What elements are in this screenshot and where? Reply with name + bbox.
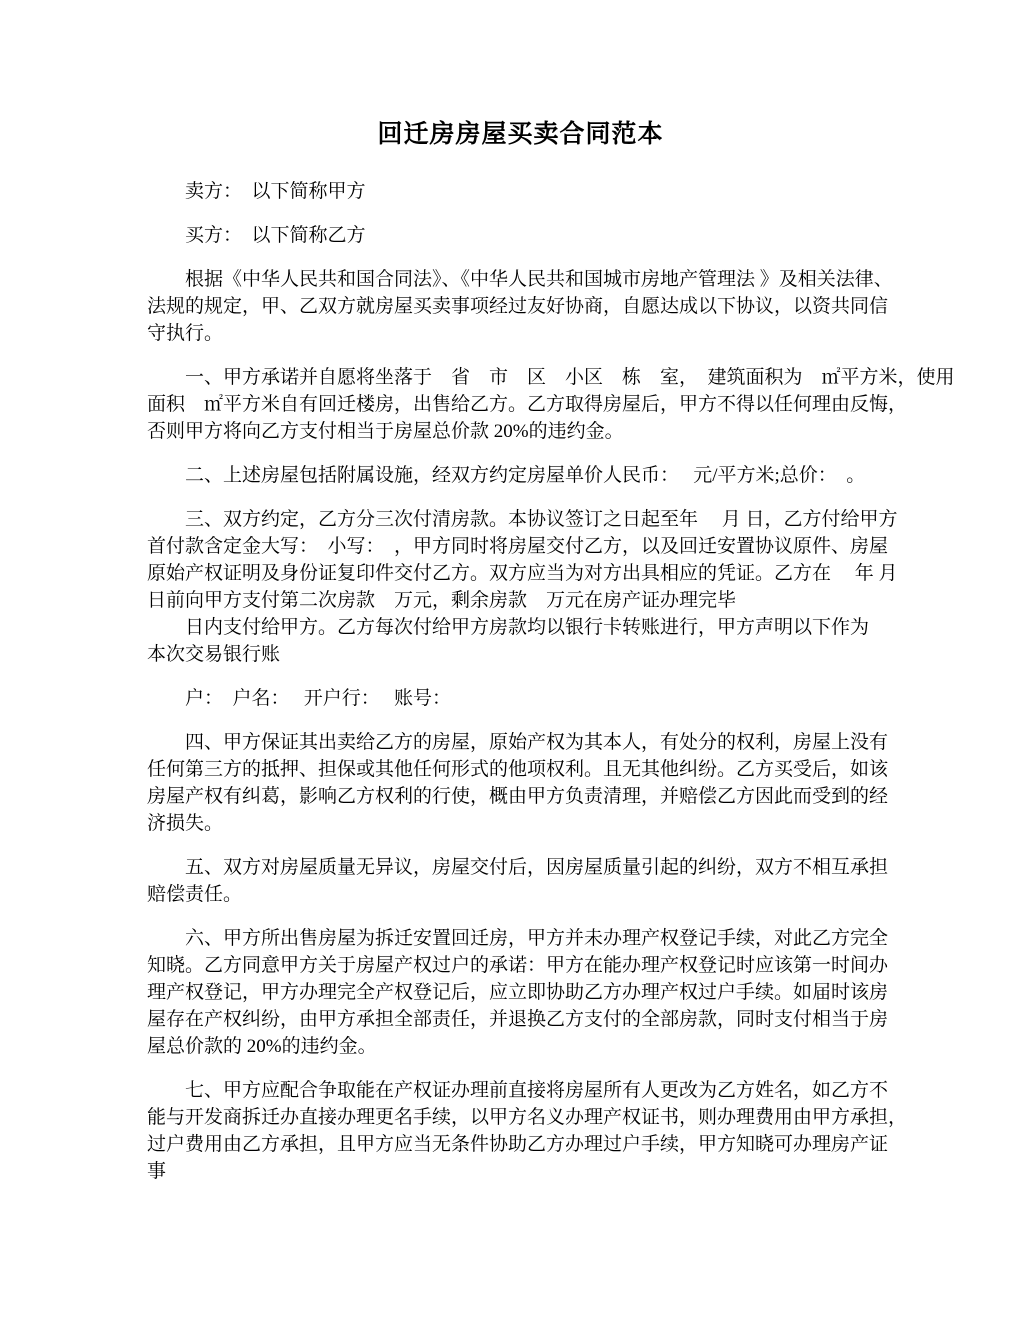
text-line: 日内支付给甲方。乙方每次付给甲方房款均以银行卡转账进行，甲方声明以下作为: [147, 617, 870, 638]
clause-6-paragraph: [147, 925, 894, 1060]
text-line: 面积 ㎡平方米自有回迁楼房，出售给乙方。乙方取得房屋后，甲方不得以任何理由反悔，: [147, 394, 908, 415]
text-line: 日前向甲方支付第二次房款 万元，剩余房款 万元在房产证办理完毕: [147, 590, 737, 611]
preamble-paragraph: [147, 266, 894, 347]
text-line: 屋存在产权纠纷，由甲方承担全部责任，并退换乙方支付的全部房款，同时支付相当于房: [147, 1009, 889, 1030]
text-line: 三、双方约定，乙方分三次付清房款。本协议签订之日起至年 月 日，乙方付给甲方: [185, 509, 898, 530]
text-line: 六、甲方所出售房屋为拆迁安置回迁房，甲方并未办理产权登记手续，对此乙方完全: [185, 928, 889, 949]
text-line: 理产权登记，甲方办理完全产权登记后，应立即协助乙方办理产权过户手续。如届时该房: [147, 982, 889, 1003]
text-line: 根据《中华人民共和国合同法》、《中华人民共和国城市房地产管理法 》及相关法律、: [185, 269, 893, 290]
text-line: 屋总价款的 20%的违约金。: [147, 1036, 377, 1057]
clause-2-paragraph: [147, 462, 894, 489]
text-line: 事: [147, 1161, 167, 1182]
text-line: 房屋产权有纠葛，影响乙方权利的行使，概由甲方负责清理，并赔偿乙方因此而受到的经: [147, 786, 889, 807]
text-line: 原始产权证明及身份证复印件交付乙方。双方应当为对方出具相应的凭证。乙方在 年 月: [147, 563, 898, 584]
text-line: 买方： 以下简称乙方: [185, 225, 366, 246]
text-line: 一、甲方承诺并自愿将坐落于 省 市 区 小区 栋 室， 建筑面积为 ㎡平方米，使用: [185, 367, 955, 388]
text-line: 否则甲方将向乙方支付相当于房屋总价款 20%的违约金。: [147, 421, 624, 442]
clause-4-paragraph: [147, 729, 894, 837]
text-line: 过户费用由乙方承担，且甲方应当无条件协助乙方办理过户手续，甲方知晓可办理房产证: [147, 1134, 889, 1155]
clause-3-paragraph: [147, 506, 898, 668]
bank-account-paragraph: [147, 685, 894, 712]
document-title: 回迁房房屋买卖合同范本: [377, 121, 664, 148]
text-line: 首付款含定金大写： 小写： ，甲方同时将房屋交付乙方，以及回迁安置协议原件、房屋: [147, 536, 889, 557]
text-line: 户： 户名： 开户行： 账号：: [185, 688, 452, 709]
text-line: 济损失。: [147, 813, 224, 834]
text-line: 本次交易银行账: [147, 644, 281, 665]
text-line: 能与开发商拆迁办直接办理更名手续，以甲方名义办理产权证书，则办理费用由甲方承担，: [147, 1107, 908, 1128]
text-line: 卖方： 以下简称甲方: [185, 181, 366, 202]
text-line: 守执行。: [147, 323, 224, 344]
text-line: 七、甲方应配合争取能在产权证办理前直接将房屋所有人更改为乙方姓名，如乙方不: [185, 1080, 889, 1101]
text-line: 赔偿责任。: [147, 884, 243, 905]
text-line: 二、上述房屋包括附属设施，经双方约定房屋单价人民币： 元/平方米;总价： 。: [185, 465, 866, 486]
clause-7-paragraph: [147, 1077, 908, 1185]
party-seller-paragraph: [147, 178, 894, 205]
text-line: 知晓。乙方同意甲方关于房屋产权过户的承诺：甲方在能办理产权登记时应该第一时间办: [147, 955, 889, 976]
text-line: 四、甲方保证其出卖给乙方的房屋，原始产权为其本人，有处分的权利，房屋上没有: [185, 732, 889, 753]
text-line: 法规的规定，甲、乙双方就房屋买卖事项经过友好协商，自愿达成以下协议，以资共同信: [147, 296, 889, 317]
party-buyer-paragraph: [147, 222, 894, 249]
clause-5-paragraph: [147, 854, 894, 908]
text-line: 任何第三方的抵押、担保或其他任何形式的他项权利。且无其他纠纷。乙方买受后，如该: [147, 759, 889, 780]
clause-1-paragraph: [147, 364, 955, 445]
text-line: 五、双方对房屋质量无异议，房屋交付后，因房屋质量引起的纠纷，双方不相互承担: [185, 857, 889, 878]
